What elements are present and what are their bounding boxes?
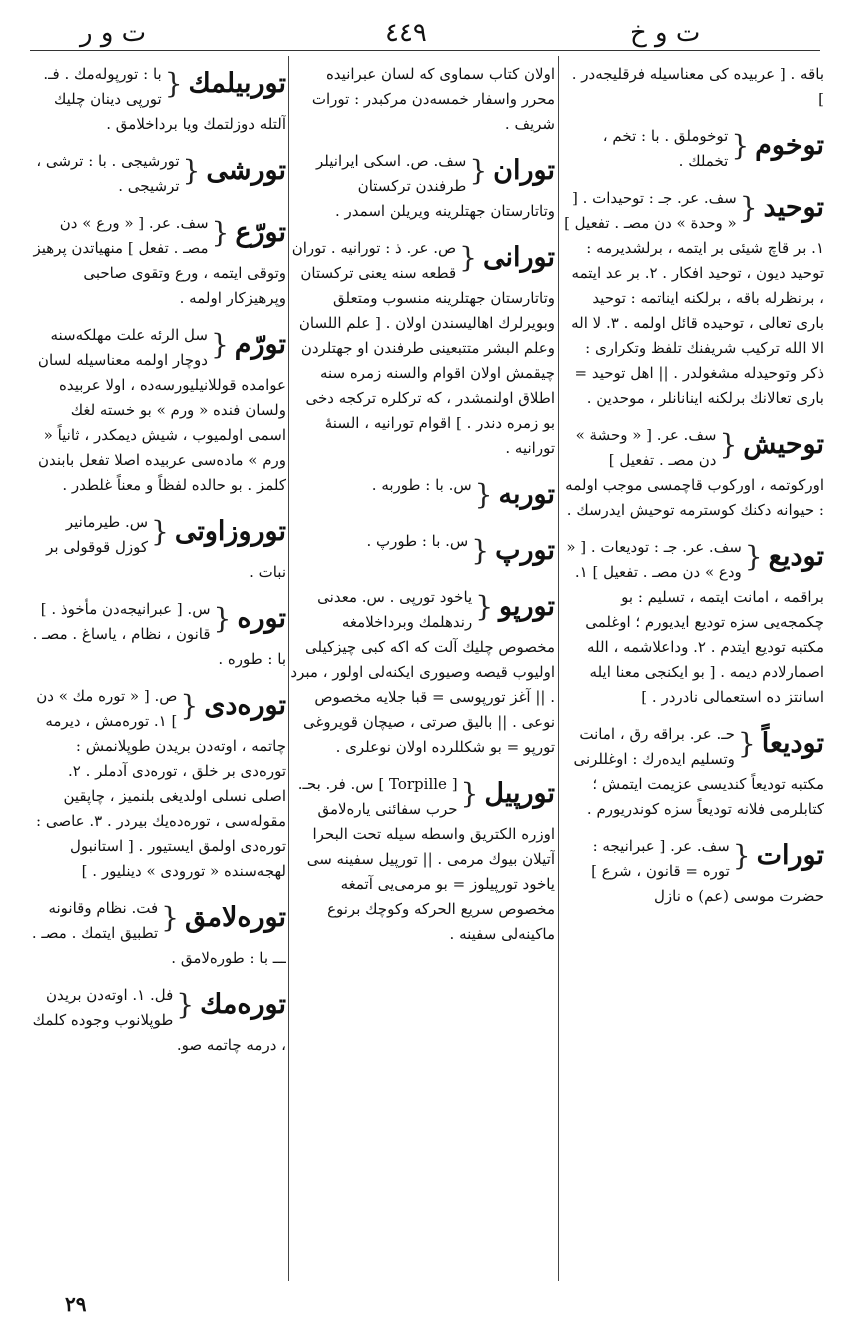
header-left-guide: ت و ر xyxy=(80,18,147,48)
dictionary-entry xyxy=(562,834,824,909)
headword-brace: { xyxy=(180,689,199,722)
headword-brace: { xyxy=(474,478,493,511)
entry-headword: توره‌دی xyxy=(204,690,286,721)
entry-definition: فل. ١. اوته‌دن بریدن طوپلانوب وجوده کلمك ، درمه چاتمه صو. xyxy=(32,986,286,1054)
entry-definition: فت. نظام وقانونه تطبیق ایتمك . مصـ . ـــ با : طوره‌لامق . xyxy=(31,899,286,967)
entry-definition: سف. عر. جـ : توحیدات . [ « وحدة » دن مصـ . تفعیل ] ١. بر قاچ شیئی بر ایتمه ، برلشدیرمه : توحید دیون ، توحید افکار . ٢. بر عد ایتمه ، برنظرله باقه ، برلکنه ایناتمه : توحید باری تعالی ، توحیده قائل اولمه . ٣. لا اله الا الله ترکیب شریفنك تلفظ وتکراری : ذکر وتوحیدله مشغولدر . || اهل توحید = باری تعالانك برلکنه اینانانلر ، موحدین . xyxy=(564,189,824,407)
entry-headword: تورّع xyxy=(235,217,286,248)
entry-definition: سف. عر. [ « ورع » دن مصـ . تفعل ] منهیاتدن پرهیز وتوقی ایتمه ، ورع وتقوی صاحبی وپرهیزکار اولمه . xyxy=(33,214,286,307)
column-left xyxy=(30,62,286,1070)
entry-headword: توخوم xyxy=(755,130,824,161)
dictionary-entry xyxy=(562,722,824,822)
entry-headword: توحیش xyxy=(743,429,824,460)
dictionary-entry xyxy=(290,529,555,573)
column-divider-right xyxy=(558,56,559,1281)
headword-brace: { xyxy=(182,154,201,187)
headword-brace: { xyxy=(739,191,758,224)
entry-headword: تورپو xyxy=(499,591,555,622)
headword-brace: { xyxy=(176,988,195,1021)
entry-definition: حـ. عر. براقه رق ، امانت وتسلیم ایده‌رك : اوغللرنی مکتبه تودیعاً کندیسی عزیمت ایتمش ؛ کتابلرمی فلانه تودیعاً سزه کوندریورم . xyxy=(573,725,824,818)
entry-headword: تودیع xyxy=(768,541,824,572)
dictionary-entry xyxy=(30,510,286,585)
headword-brace: { xyxy=(469,154,488,187)
entry-definition: تورشیجی . با : ترشی ، ترشیجی . xyxy=(36,152,180,195)
headword-brace: { xyxy=(744,540,763,573)
headword-brace: { xyxy=(164,67,183,100)
entry-headword: توربیلمك xyxy=(188,68,286,99)
entry-definition: سف. عر. [ عبرانیجه : توره = قانون ، شرع ] حضرت موسی (عم) ه نازل xyxy=(591,837,824,905)
header-right-guide: ت و خ xyxy=(630,18,701,48)
dictionary-entry xyxy=(30,149,286,199)
dictionary-entry xyxy=(562,186,824,411)
column-divider-left xyxy=(288,56,289,1281)
entry-definition: باقه . [ عربیده کی معناسیله فرقلیجه‌در . ] xyxy=(571,65,824,108)
entry-headword: توره xyxy=(237,603,286,634)
dictionary-entry xyxy=(30,896,286,971)
entry-definition: سف. عر. [ « وحشة » دن مصـ . تفعیل ] اورکوتمه ، اورکوب قاچمسی موجب اولمه : حیوانه دکنك کوسترمه توحیش ایدرسك . xyxy=(565,426,824,519)
headword-brace: { xyxy=(460,777,479,810)
dictionary-entry xyxy=(562,124,824,174)
dictionary-entry xyxy=(290,585,555,760)
dictionary-entry xyxy=(562,423,824,523)
entry-definition: س. [ عبرانیجه‌دن مأخوذ . ] قانون ، نظام ، یاساغ . مصـ . با : طوره . xyxy=(32,600,286,668)
entry-definition: سل الرئه علت مهلکه‌سنه دوچار اولمه معناسیله لسان عوامده قوللانیلیورسه‌ده ، اولا عربیده ولسان فنده « ورم » بو خسته لغك اسمی اولمیوب ، شیش دیمکدر ، ثانیاً « ورم » ماده‌سی عربیده اصلا تفعل بابندن کلمز . بو حالده لفظاً و معناً غلطدر . xyxy=(37,326,286,494)
dictionary-entry xyxy=(562,535,824,710)
entry-headword: تورپیل xyxy=(484,778,555,809)
entry-definition: س. طیرمانیر کوزل قوقولی بر نبات . xyxy=(46,513,286,581)
headword-brace: { xyxy=(737,727,756,760)
entry-headword: توره‌مك xyxy=(200,989,286,1020)
entry-definition: س. با : طوربه . xyxy=(371,476,472,494)
entry-definition: سف. عر. جـ : تودیعات . [ « ودع » دن مصـ . تفعیل ] ١. براقمه ، امانت ایتمه ، تسلیم : بو چکمجه‌یی سزه تودیع ایدیورم ؛ اوغلمی مکتبه تودیع ایتدم . ٢. وداعلاشمه ، الله اصمارلادم دیمه . [ بو ایکنجی معنا ایله اسانتز ده استعمالی نادردر . ] xyxy=(566,538,824,706)
headword-brace: { xyxy=(151,515,169,548)
entry-headword: توران xyxy=(493,155,555,186)
dictionary-entry xyxy=(30,62,286,137)
dictionary-entry xyxy=(30,983,286,1058)
headword-brace: { xyxy=(732,839,751,872)
dictionary-entry xyxy=(30,211,286,311)
entry-headword: تودیعاً xyxy=(761,728,824,759)
entry-headword: تورات xyxy=(756,840,824,871)
headword-brace: { xyxy=(213,602,232,635)
entry-definition: س. با : طورپ . xyxy=(366,532,469,550)
headword-brace: { xyxy=(210,328,229,361)
entry-headword: توربه xyxy=(498,479,555,510)
entry-definition: [ Torpille ] س. فر. بحـ. حرب سفائنی یاره‌لامق اوزره الکتریق واسطه سیله تحت البحرا آتیلان بیوك مرمی . || تورپیل سفینه سی یاخود تورپیلوز = بو مرمی‌یی آتمغه مخصوص سریع الحرکه وکوچك برنوع ماکینه‌لی سفینه . xyxy=(297,775,555,943)
entry-definition: با : تورپوله‌مك . فـ. تورپی دینان چلیك آلتله دوزلتمك ویا برداخلامق . xyxy=(43,65,286,133)
page-number-header: ٤٤٩ xyxy=(385,18,427,48)
headword-brace: { xyxy=(211,216,230,249)
headword-brace: { xyxy=(475,590,494,623)
dictionary-entry xyxy=(30,684,286,884)
entry-headword: تورپ xyxy=(495,535,555,566)
dictionary-entry xyxy=(562,62,824,112)
headword-brace: { xyxy=(471,534,490,567)
dictionary-entry xyxy=(290,149,555,224)
dictionary-entry xyxy=(30,597,286,672)
entry-headword: تورّم xyxy=(234,329,286,360)
dictionary-entry xyxy=(30,323,286,498)
headword-brace: { xyxy=(731,129,750,162)
entry-definition: سف. ص. اسکی ایرانیلر طرفندن ترکستان وتاتارستان جهتلرینه ویریلن اسمدر . xyxy=(316,152,555,220)
entry-headword: توروزاوتی xyxy=(174,516,286,547)
dictionary-entry xyxy=(290,62,555,137)
headword-brace: { xyxy=(459,241,477,274)
entry-headword: تورشی xyxy=(206,155,286,186)
headword-brace: { xyxy=(161,901,179,934)
entry-definition: اولان کتاب سماوی که لسان عبرانیده محرر واسفار خمسه‌دن مرکبدر : تورات شریف . xyxy=(311,65,555,133)
entry-definition: یاخود تورپی . س. معدنی رندهلمك وبرداخلامغه مخصوص چلیك آلت که اکه کبی چیزکیلی اولیوب قیصه وصیوری ایکنه‌لی اولور ، مبرد . || آغز تورپوسی = قبا جلایه مخصوص نوعی . || بالیق صرتی ، صیچان قویروغی تورپو = بو شکللرده اولان نوعلری . xyxy=(290,588,555,756)
entry-definition: توخوملق . با : تخم ، تخملك . xyxy=(602,127,729,170)
column-middle xyxy=(290,62,555,959)
dictionary-entry xyxy=(290,473,555,517)
dictionary-entry xyxy=(290,236,555,461)
column-right xyxy=(562,62,824,921)
entry-headword: تورانی xyxy=(482,242,555,273)
dictionary-entry xyxy=(290,772,555,947)
header-rule xyxy=(30,50,820,51)
entry-headword: توره‌لامق xyxy=(184,902,286,933)
entry-definition: ص. عر. ذ : تورانیه . توران قطعه سنه یعنی ترکستان وتاتارستان جهتلرینه منسوب ومتعلق وبویرلرك اهالیسندن اولان . [ علم اللسان وعلم البشر متتبعینی طرفندن او جهتلردن چیقمش اولان اقوام والسنه زمره سنه اطلاق اولنمشدر ، که ترکلره ترکجه دخی بو زمره دندر . ] اقوام تورانیه ، السنهٔ تورانیه . xyxy=(291,239,555,457)
page-signature-number: ٢٩ xyxy=(65,1292,87,1316)
headword-brace: { xyxy=(719,428,738,461)
entry-definition: ص. [ « توره مك » دن ] ١. توره‌مش ، دیرمه چاتمه ، اوته‌دن بریدن طوپلانمش : توره‌دی بر خلق ، توره‌دی آدملر . ٢. اصلی نسلی اولدیغی بلنمیز ، چاپقین مقوله‌سی ، توره‌ده‌یك بیردر . ٣. عاصی : توره‌دی اولمق ایستیور . [ استانبول لهجه‌سنده « تورودی » دینلیور . ] xyxy=(36,687,286,880)
entry-headword: توحید xyxy=(763,192,824,223)
